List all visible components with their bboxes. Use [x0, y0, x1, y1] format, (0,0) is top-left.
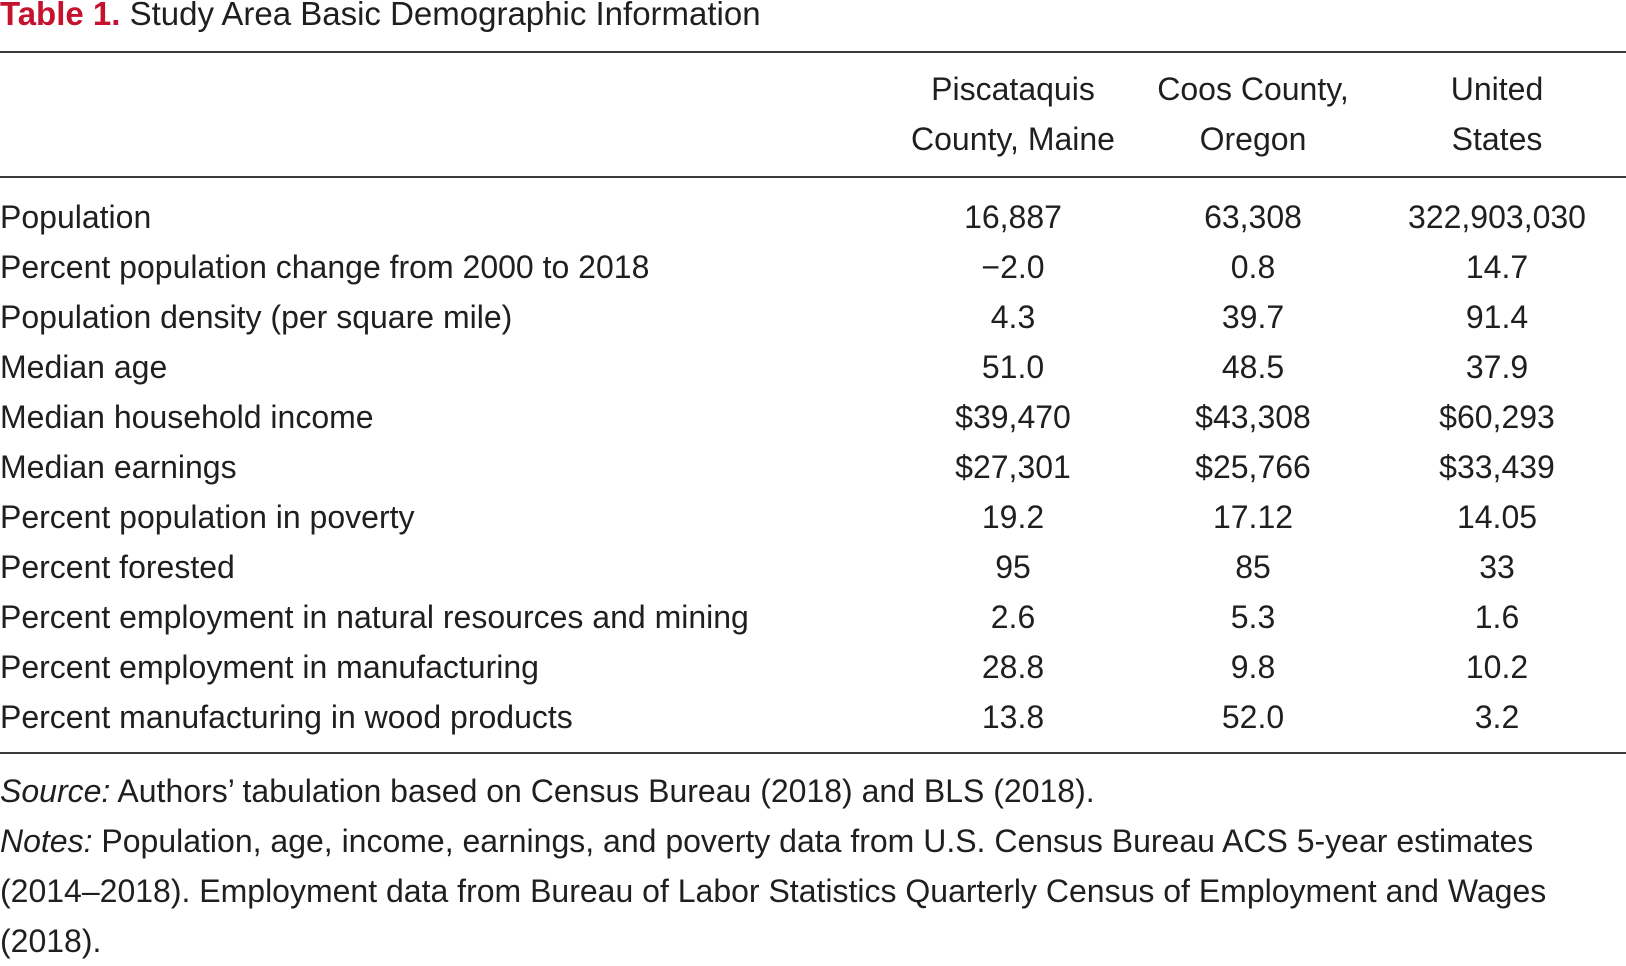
source-text: Authors’ tabulation based on Census Bureau (2018) and BLS (2018).: [110, 773, 1095, 809]
source-note: [0, 766, 1600, 816]
table-row: [0, 342, 1626, 392]
table-row: [0, 192, 1626, 242]
table-number: Table 1.: [0, 0, 121, 32]
notes-text: Population, age, income, earnings, and poverty data from U.S. Census Bureau ACS 5-year estimates (2014–2018). Employment data from Bureau of Labor Statistics Quarterly Census of Employment and Wages (2018).: [0, 823, 1547, 959]
table-body: [0, 192, 1626, 742]
table-cell: 16,887: [964, 199, 1062, 235]
table-cell: 13.8: [981, 699, 1045, 735]
table-row: [0, 692, 1626, 742]
header-rule: [0, 176, 1626, 178]
top-rule: [0, 51, 1626, 53]
table-cell: 19.2: [981, 499, 1045, 535]
table-row: [0, 642, 1626, 692]
table-header: [0, 64, 1626, 164]
column-header-line: County, Maine: [911, 121, 1115, 157]
table-cell: 95: [995, 549, 1031, 585]
table-cell: 3.2: [1474, 699, 1520, 735]
bottom-rule: [0, 752, 1626, 754]
table-row: [0, 492, 1626, 542]
table-cell: 52.0: [1221, 699, 1285, 735]
table-row: [0, 442, 1626, 492]
row-label: Median household income: [0, 399, 374, 435]
row-label: Median earnings: [0, 449, 237, 485]
row-label: Median age: [0, 349, 168, 385]
row-label: Percent employment in natural resources and mining: [0, 599, 749, 635]
column-header-coos: [1138, 64, 1368, 164]
row-label: Percent employment in manufacturing: [0, 649, 539, 685]
row-label: Percent manufacturing in wood products: [0, 699, 573, 735]
table-cell: 39.7: [1221, 299, 1285, 335]
row-label: Percent population change from 2000 to 2018: [0, 249, 650, 285]
header-stub: [0, 64, 888, 164]
table-cell: 1.6: [1474, 599, 1520, 635]
table-cell: $43,308: [1195, 399, 1311, 435]
table-cell: $60,293: [1439, 399, 1555, 435]
source-lead: Source:: [0, 773, 111, 809]
table-title: Study Area Basic Demographic Information: [129, 0, 761, 32]
column-header-line: Coos County,: [1157, 71, 1349, 107]
table-cell: 37.9: [1465, 349, 1529, 385]
table-cell: 91.4: [1465, 299, 1529, 335]
table-cell: 28.8: [981, 649, 1045, 685]
table-cell: 85: [1235, 549, 1271, 585]
table-cell: 14.05: [1456, 499, 1538, 535]
column-header-line: Oregon: [1199, 121, 1307, 157]
column-header-line: United: [1450, 71, 1544, 107]
table-cell: 322,903,030: [1408, 199, 1586, 235]
table-cell: $33,439: [1439, 449, 1555, 485]
table-cell: −2.0: [981, 249, 1045, 285]
table-cell: 5.3: [1230, 599, 1276, 635]
column-header-piscataquis: [888, 64, 1138, 164]
table-cell: 9.8: [1230, 649, 1276, 685]
row-label: Percent population in poverty: [0, 499, 415, 535]
notes-lead: Notes:: [0, 823, 93, 859]
row-label: Population density (per square mile): [0, 299, 513, 335]
table-cell: 48.5: [1221, 349, 1285, 385]
table-cell: 17.12: [1212, 499, 1294, 535]
table-cell: 4.3: [990, 299, 1036, 335]
column-header-line: States: [1451, 121, 1543, 157]
table-cell: 63,308: [1204, 199, 1302, 235]
table-cell: $27,301: [955, 449, 1071, 485]
notes-note: [0, 816, 1600, 966]
table-cell: 33: [1479, 549, 1515, 585]
table-cell: 2.6: [990, 599, 1036, 635]
table-row: [0, 242, 1626, 292]
row-label: Population: [0, 199, 152, 235]
column-header-line: Piscataquis: [931, 71, 1095, 107]
table-cell: 10.2: [1465, 649, 1529, 685]
table-cell: $39,470: [955, 399, 1071, 435]
table-row: [0, 392, 1626, 442]
table-footnotes: [0, 766, 1600, 966]
table-row: [0, 592, 1626, 642]
table-cell: 51.0: [981, 349, 1045, 385]
table-row: [0, 542, 1626, 592]
table-row: [0, 292, 1626, 342]
table-cell: $25,766: [1195, 449, 1311, 485]
table-caption: [0, 0, 761, 36]
table-cell: 0.8: [1230, 249, 1276, 285]
column-header-united-states: [1368, 64, 1626, 164]
row-label: Percent forested: [0, 549, 235, 585]
table-cell: 14.7: [1465, 249, 1529, 285]
